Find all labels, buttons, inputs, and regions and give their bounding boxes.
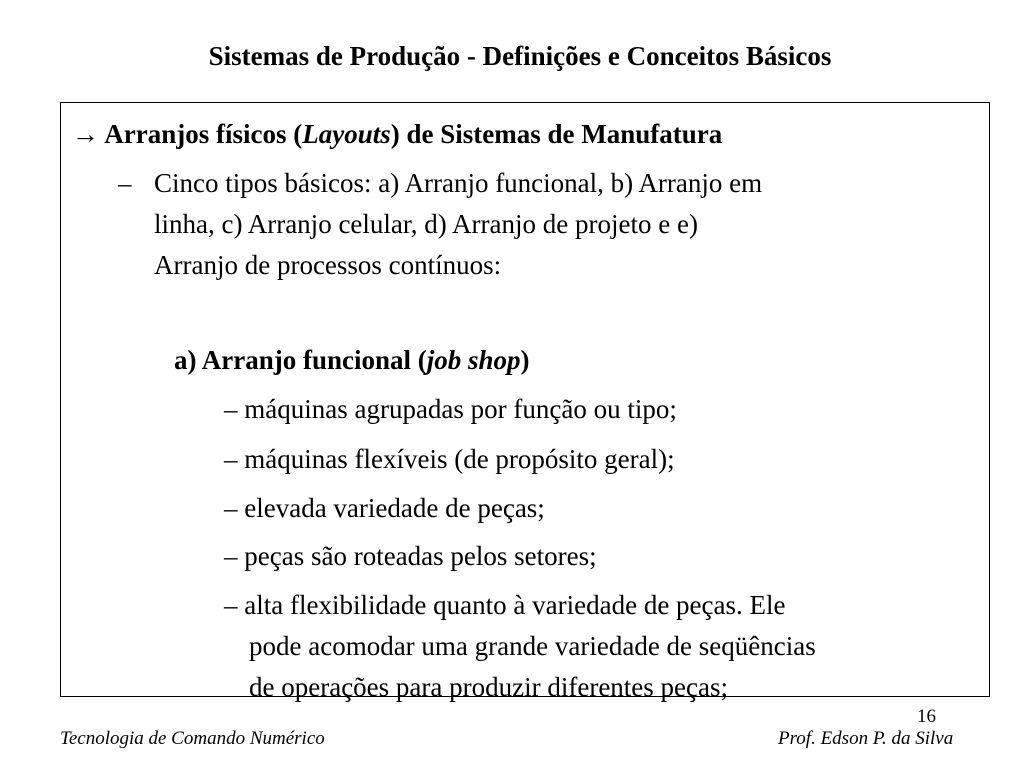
- intro-line: Arranjo de processos contínuos:: [154, 250, 502, 280]
- section-heading-prefix: Arranjos físicos (: [104, 119, 303, 149]
- bullet-continuation: pode acomodar uma grande variedade de seqüências: [249, 631, 816, 661]
- slide-title: Sistemas de Produção - Definições e Conceitos Básicos: [208, 41, 832, 71]
- section-heading-suffix: ) de Sistemas de Manufatura: [390, 119, 723, 149]
- content-box: [60, 102, 990, 702]
- subsection-heading-prefix: a) Arranjo funcional (: [174, 345, 427, 375]
- arrow-right-icon: →: [72, 119, 99, 149]
- footer-course-title: Tecnologia de Comando Numérico: [60, 728, 325, 749]
- subsection-heading-italic: job shop: [426, 345, 521, 375]
- bullet-item: – peças são roteadas pelos setores;: [224, 541, 597, 571]
- bullet-item: – máquinas agrupadas por função ou tipo;: [224, 394, 677, 424]
- bullet-item: – elevada variedade de peças;: [224, 493, 545, 523]
- footer-author: Prof. Edson P. da Silva: [778, 728, 954, 749]
- bullet-item: – alta flexibilidade quanto à variedade de peças. Ele: [224, 590, 786, 620]
- intro-line: Cinco tipos básicos: a) Arranjo funcional, b) Arranjo em: [154, 168, 763, 198]
- intro-paragraph: [154, 163, 954, 286]
- bullet-item: – máquinas flexíveis (de propósito geral);: [224, 444, 675, 474]
- subsection-heading: [174, 342, 530, 378]
- subsection-heading-suffix: ): [520, 345, 530, 375]
- bullet-continuation: de operações para produzir diferentes peças;: [249, 672, 728, 702]
- intro-dash: –: [118, 168, 132, 198]
- section-heading: [72, 116, 722, 152]
- slide-number: 16: [917, 706, 936, 727]
- section-heading-italic: Layouts: [302, 119, 391, 149]
- intro-line: linha, c) Arranjo celular, d) Arranjo de projeto e e): [154, 209, 698, 239]
